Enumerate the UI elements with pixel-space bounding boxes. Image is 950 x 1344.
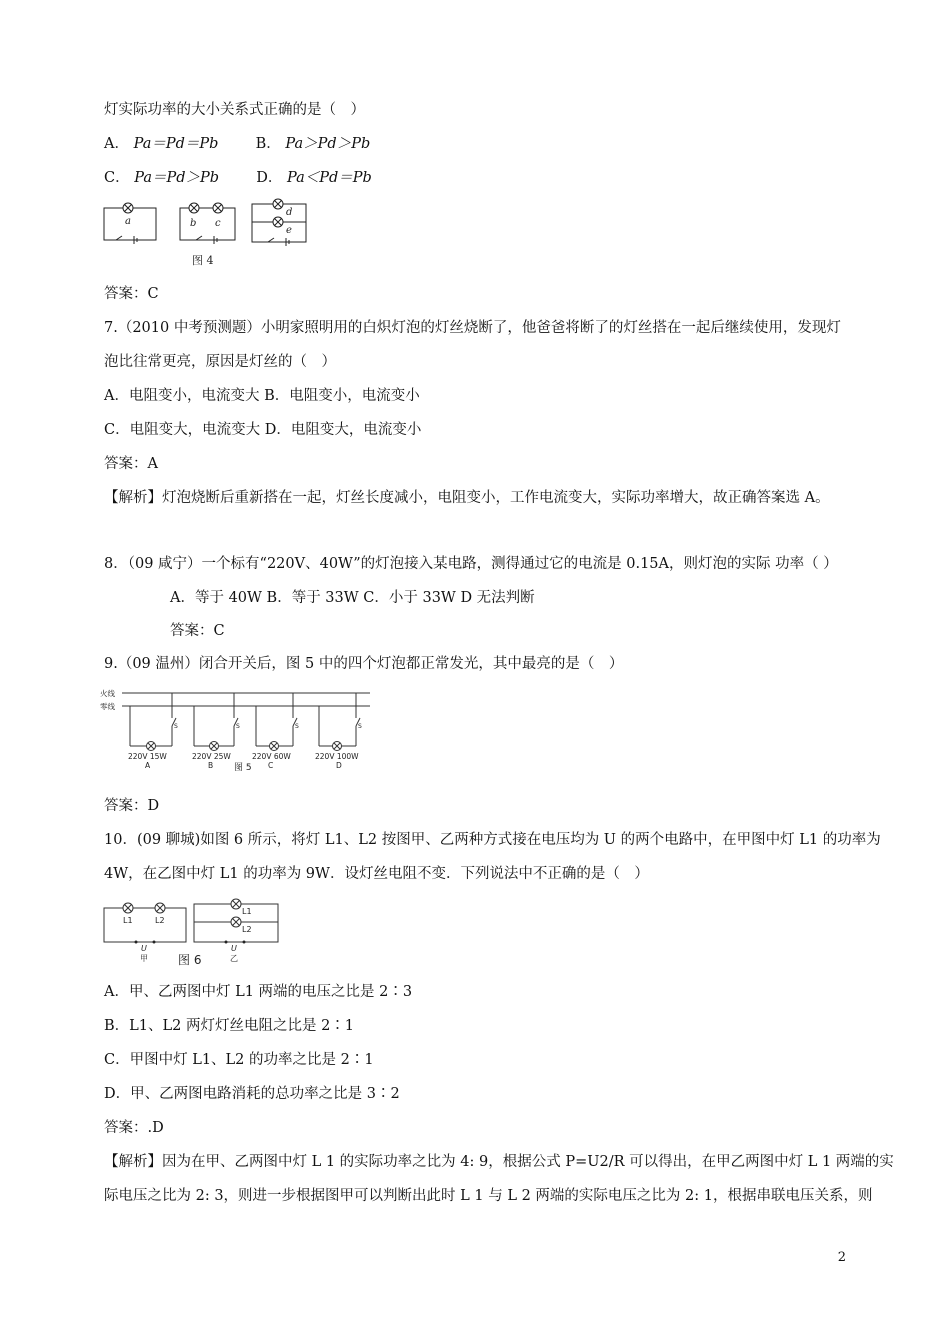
fig4-label-d: d <box>286 207 293 218</box>
fig5-bulb-b-letter: B <box>208 761 214 770</box>
q7-answer: 答案：A <box>104 456 158 472</box>
q7-options-line1: A．电阻变小，电流变大 B．电阻变小，电流变小 <box>104 388 420 404</box>
q10-option-d: D．甲、乙两图电路消耗的总功率之比是 3∶2 <box>104 1086 400 1102</box>
q6-option-d-label: D． <box>256 170 283 186</box>
q10-option-a: A．甲、乙两图中灯 L1 两端的电压之比是 2∶3 <box>104 984 413 1000</box>
fig5-live-wire-label: 火线 <box>100 689 115 698</box>
fig4-label-e: e <box>286 225 292 236</box>
q6-option-a: Pa＝Pd＝Pb <box>133 136 219 152</box>
q7-analysis: 【解析】灯泡烧断后重新搭在一起，灯丝长度减小，电阻变小，工作电流变大，实际功率增大，故正确答案选 A。 <box>104 490 830 506</box>
fig5-switch-a: S <box>174 723 178 730</box>
fig6-caption: 图 6 <box>178 953 202 967</box>
q10-stem-line1: 10．(09 聊城)如图 6 所示，将灯 L1、L2 按图甲、乙两种方式接在电压均为 U 的两个电路中，在甲图中灯 L1 的功率为 <box>104 832 881 848</box>
q6-answer: 答案：C <box>104 286 159 302</box>
fig6-yi-l2: L2 <box>242 925 252 934</box>
q6-option-b-label: B． <box>255 136 281 152</box>
page-number: 2 <box>837 1250 846 1265</box>
q7-stem-line1: 7.（2010 中考预测题）小明家照明用的白炽灯泡的灯丝烧断了，他爸爸将断了的灯丝搭在一起后继续使用，发现灯 <box>104 320 841 336</box>
q10-answer: 答案：.D <box>104 1120 164 1136</box>
q6-option-a-label: A． <box>104 136 129 152</box>
fig5-bulb-b-rating: 220V 25W <box>192 752 231 761</box>
fig5-switch-d: S <box>358 723 362 730</box>
q6-option-b: Pa＞Pd＞Pb <box>285 136 371 152</box>
fig4-label-c: c <box>215 218 221 229</box>
fig6-yi-u: U <box>231 944 237 953</box>
figure-6 <box>100 896 285 968</box>
q6-stem: 灯实际功率的大小关系式正确的是（ ） <box>104 102 365 118</box>
fig5-bulb-a-letter: A <box>145 761 151 770</box>
fig5-switch-c: S <box>295 723 299 730</box>
fig5-bulb-c-letter: C <box>268 761 274 770</box>
q10-analysis-line2: 际电压之比为 2: 3，则进一步根据图甲可以判断出此时 L 1 与 L 2 两端的实际电压之比为 2: 1，根据串联电压关系，则 <box>104 1188 873 1204</box>
fig6-jia-l1: L1 <box>123 916 133 925</box>
q8-stem: 8．（09 咸宁）一个标有“220V、40W”的灯泡接入某电路，测得通过它的电流是 0.15A，则灯泡的实际 功率（ ） <box>104 556 838 572</box>
q8-answer: 答案：C <box>170 623 225 639</box>
q8-options: A．等于 40W B．等于 33W C．小于 33W D 无法判断 <box>170 590 535 606</box>
q6-option-d: Pa＜Pd＝Pb <box>287 170 372 186</box>
q6-options-ab <box>104 134 370 154</box>
fig6-jia-label: 甲 <box>140 954 148 963</box>
fig5-switch-b: S <box>236 723 240 730</box>
fig5-bulb-d-rating: 220V 100W <box>315 752 359 761</box>
q7-stem-line2: 泡比往常更亮，原因是灯丝的（ ） <box>104 354 336 370</box>
q10-stem-line2: 4W，在乙图中灯 L1 的功率为 9W．设灯丝电阻不变．下列说法中不正确的是（ ） <box>104 866 649 882</box>
q6-options-cd <box>104 168 372 188</box>
fig6-yi-l1: L1 <box>242 907 252 916</box>
fig5-caption: 图 5 <box>234 763 252 773</box>
fig5-bulb-d-letter: D <box>336 761 342 770</box>
fig6-jia-l2: L2 <box>155 916 165 925</box>
q10-option-c: C．甲图中灯 L1、L2 的功率之比是 2∶1 <box>104 1052 374 1068</box>
figure-5 <box>100 686 380 776</box>
fig5-bulb-a-rating: 220V 15W <box>128 752 167 761</box>
q9-stem: 9.（09 温州）闭合开关后，图 5 中的四个灯泡都正常发光，其中最亮的是（ ） <box>104 656 624 672</box>
fig5-neutral-wire-label: 零线 <box>100 702 115 711</box>
q6-option-c: Pa＝Pd＞Pb <box>134 170 220 186</box>
fig6-yi-label: 乙 <box>230 954 238 963</box>
fig4-caption: 图 4 <box>192 254 214 267</box>
q10-option-b: B．L1、L2 两灯灯丝电阻之比是 2∶1 <box>104 1018 355 1034</box>
fig5-bulb-c-rating: 220V 60W <box>252 752 291 761</box>
q7-options-line2: C．电阻变大，电流变大 D．电阻变大，电流变小 <box>104 422 422 438</box>
fig4-label-b: b <box>190 218 197 229</box>
fig4-label-a: a <box>125 216 131 227</box>
q9-answer: 答案：D <box>104 798 160 814</box>
figure-4 <box>100 196 320 272</box>
fig6-jia-u: U <box>141 944 147 953</box>
q10-analysis-line1: 【解析】因为在甲、乙两图中灯 L 1 的实际功率之比为 4: 9，根据公式 P=U2/R 可以得出，在甲乙两图中灯 L 1 两端的实 <box>104 1154 894 1170</box>
q6-option-c-label: C． <box>104 170 130 186</box>
